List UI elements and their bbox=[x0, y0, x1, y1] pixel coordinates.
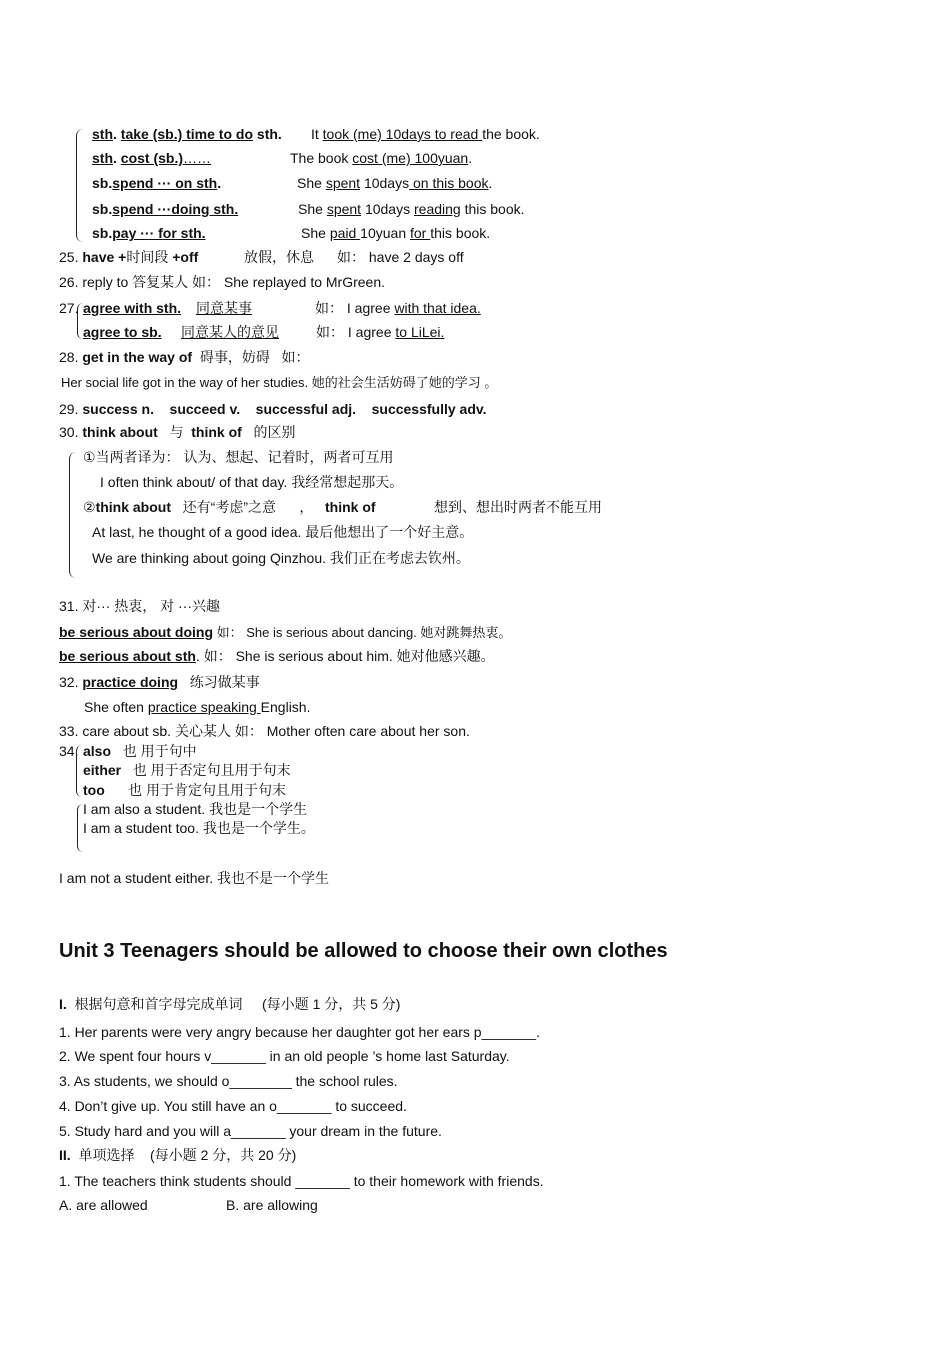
item-34-example-2: I am a student too. 我也是一个学生。 bbox=[83, 820, 315, 836]
section-1-question-1: 1. Her parents were very angry because her daughter got her ears p_______. bbox=[59, 1024, 540, 1040]
item-34-num: 34. bbox=[59, 743, 79, 759]
item-33: 33. care about sb. 关心某人 如： Mother often care about her son. bbox=[59, 723, 470, 739]
cost-row-5-example: She paid 10yuan for this book. bbox=[301, 225, 491, 241]
cost-row-2: sth. cost (sb.)…… bbox=[92, 150, 212, 166]
item-27-row-2-meaning: 同意某人的意见 bbox=[181, 324, 279, 340]
cost-row-4: sb.spend ···doing sth. bbox=[92, 201, 239, 217]
unit-title: Unit 3 Teenagers should be allowed to choose their own clothes bbox=[59, 940, 668, 962]
item-30-line-4: At last, he thought of a good idea. 最后他想出了一个好主意。 bbox=[92, 524, 474, 540]
cost-row-5: sb.pay ··· for sth. bbox=[92, 225, 206, 241]
cost-row-3-example: She spent 10days on this book. bbox=[297, 175, 493, 191]
item-29: 29. success n. succeed v. successful adj. successfully adv. bbox=[59, 401, 487, 417]
section-2-option-b: B. are allowing bbox=[226, 1197, 318, 1213]
item-27-row-2-example: 如： I agree to LiLei. bbox=[316, 324, 445, 340]
section-1-question-5: 5. Study hard and you will a_______ your dream in the future. bbox=[59, 1123, 442, 1139]
item-31-line-1: be serious about doing 如： She is serious about dancing. 她对跳舞热衷。 bbox=[59, 624, 512, 640]
item-34-row-3: too 也 用于肯定句且用于句末 bbox=[83, 782, 286, 798]
cost-row-1: sth. take (sb.) time to do sth. bbox=[92, 126, 282, 142]
item-27-row-1: agree with sth. bbox=[83, 300, 182, 316]
item-30-line-3-tail: 想到、想出时两者不能互用 bbox=[434, 499, 602, 515]
cost-row-3: sb.spend ··· on sth. bbox=[92, 175, 222, 191]
item-27-row-2: agree to sb. bbox=[83, 324, 162, 340]
item-25-meaning: 放假，休息 bbox=[244, 249, 314, 265]
section-2-question-1: 1. The teachers think students should _______ to their homework with friends. bbox=[59, 1173, 544, 1189]
section-1-question-4: 4. Don’t give up. You still have an o_______ to succeed. bbox=[59, 1098, 407, 1114]
item-30-line-5: We are thinking about going Qinzhou. 我们正在考虑去钦州。 bbox=[92, 550, 470, 566]
item-31-title: 31. 对··· 热衷， 对 ···兴趣 bbox=[59, 598, 220, 614]
item-28-example: Her social life got in the way of her studies. 她的社会生活妨碍了她的学习 。 bbox=[61, 375, 498, 390]
item-25: 25. have +时间段 +off bbox=[59, 249, 199, 265]
item-27-row-1-meaning: 同意某事 bbox=[196, 300, 252, 316]
cost-row-1-example: It took (me) 10days to read the book. bbox=[311, 126, 540, 142]
item-30: 30. think about 与 think of 的区别 bbox=[59, 424, 296, 440]
item-30-line-3: ②think about 还有“考虑”之意 ， think of bbox=[83, 499, 376, 515]
item-34-example-1: I am also a student. 我也是一个学生 bbox=[83, 801, 308, 817]
item-30-line-2: I often think about/ of that day. 我经常想起那天。 bbox=[100, 474, 404, 490]
item-31-line-2: be serious about sth. 如： She is serious about him. 她对他感兴趣。 bbox=[59, 648, 495, 664]
section-2-option-a: A. are allowed bbox=[59, 1197, 148, 1213]
item-25-example: 如： have 2 days off bbox=[337, 249, 464, 265]
cost-row-2-example: The book cost (me) 100yuan. bbox=[290, 150, 473, 166]
section-1-question-2: 2. We spent four hours v_______ in an old people ’s home last Saturday. bbox=[59, 1048, 510, 1064]
item-34-example-3: I am not a student either. 我也不是一个学生 bbox=[59, 870, 329, 886]
item-30-line-1: ①当两者译为： 认为、想起、记着时，两者可互用 bbox=[83, 449, 394, 465]
brace-item-30 bbox=[69, 452, 76, 578]
item-28: 28. get in the way of 碍事，妨碍 如： bbox=[59, 349, 310, 365]
item-34-row-2: either 也 用于否定句且用于句末 bbox=[83, 762, 291, 778]
item-32-example: She often practice speaking English. bbox=[84, 699, 311, 715]
item-32: 32. practice doing 练习做某事 bbox=[59, 674, 260, 690]
section-2-heading: II. 单项选择 (每小题 2 分，共 20 分) bbox=[59, 1147, 297, 1163]
section-1-question-3: 3. As students, we should o________ the school rules. bbox=[59, 1073, 398, 1089]
brace-item-34 bbox=[76, 745, 82, 797]
section-1-heading: I. 根据句意和首字母完成单词 (每小题 1 分，共 5 分) bbox=[59, 996, 401, 1012]
item-27-num: 27. bbox=[59, 300, 79, 316]
item-27-row-1-example: 如： I agree with that idea. bbox=[315, 300, 481, 316]
item-26: 26. reply to 答复某人 如： She replayed to MrGreen. bbox=[59, 274, 386, 290]
item-34-row-1: also 也 用于句中 bbox=[83, 743, 197, 759]
brace-cost-block bbox=[76, 129, 83, 242]
cost-row-4-example: She spent 10days reading this book. bbox=[298, 201, 525, 217]
